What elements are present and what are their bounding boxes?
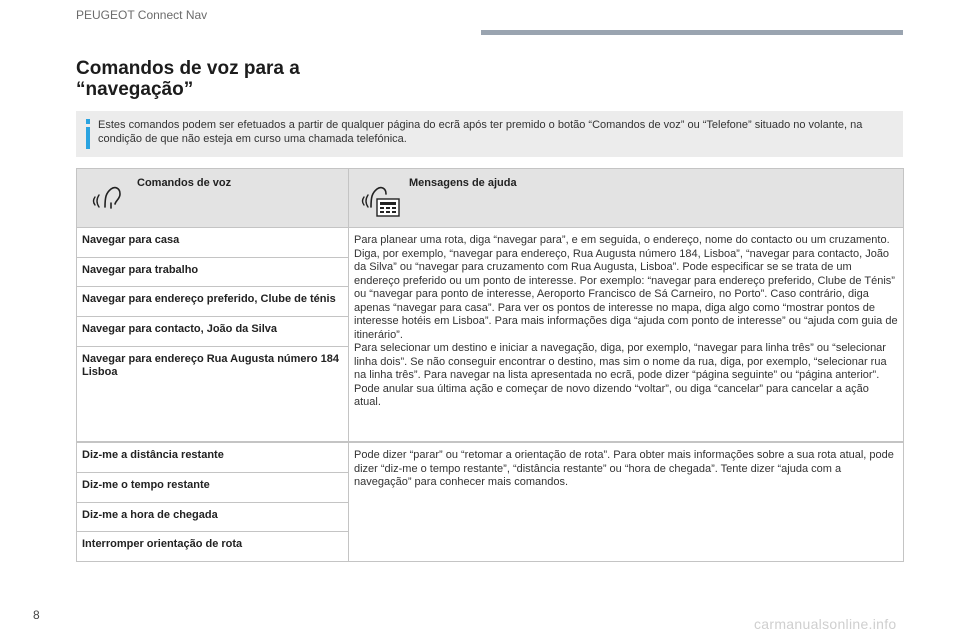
header-help-label: Mensagens de ajuda [409,177,517,189]
watermark: carmanualsonline.info [754,616,897,632]
voice-help-icon [361,177,403,222]
page-title-line-2: “navegação” [76,79,194,100]
command-cell: Navegar para contacto, João da Silva [77,317,349,347]
table-row [77,228,904,258]
info-box [76,111,903,157]
page-title-line-1: Comandos de voz para a [76,58,300,79]
command-cell: Diz-me a distância restante [77,442,349,472]
command-cell: Navegar para endereço Rua Augusta número 184 Lisboa [77,346,349,442]
table-header-row [77,169,904,228]
command-cell: Diz-me o tempo restante [77,472,349,502]
table-row [77,442,904,472]
header-bar [481,30,903,35]
header-brand: PEUGEOT Connect Nav [76,8,208,22]
header-commands-label: Comandos de voz [137,177,232,189]
page-title [76,58,300,100]
info-icon [86,119,90,149]
command-cell: Diz-me a hora de chegada [77,502,349,532]
command-cell: Navegar para casa [77,228,349,258]
command-cell: Interromper orientação de rota [77,532,349,562]
help-paragraph: Para planear uma rota, diga “navegar para”, e em seguida, o endereço, nome do contacto ou um cruzamento. Diga, por exemplo, “navegar para endereço, Rua Augusta número 184, Lisboa”, “navegar para contacto, João da Silva” ou “navegar para cruzamento com Rua Augusta, Lisboa”. Pode especificar se se trata de um endereço preferido ou um ponto de interesse. Por exemplo: “navegar para endereço preferido, Clube de Ténis” ou “navegar para ponto de interesse, Aeroporto Francisco de Sá Carneiro, no Porto”. Caso contrário, diga apenas “navegar para casa”. Para ver os pontos de interesse no mapa, diga algo como “mostrar pontos de interesse hotéis em Lisboa”. Para mais informações diga “ajuda com ponto de interesse” ou “ajuda com guia de itinerário”. [354,234,898,341]
header-commands [77,169,349,228]
voice-command-icon [89,177,125,216]
page-number: 8 [33,608,40,622]
info-text: Estes comandos podem ser efetuados a partir de qualquer página do ecrã após ter premido o botão “Comandos de voz” ou “Telefone” situado no volante, na condição de que não esteja em curso uma chamada telefónica. [98,119,863,145]
command-cell: Navegar para endereço preferido, Clube de ténis [77,287,349,317]
help-cell-navigation [349,228,904,443]
help-cell-route: Pode dizer “parar” ou “retomar a orientação de rota”. Para obter mais informações sobre a sua rota atual, pode dizer “diz-me o tempo restante”, “distância restante” ou “hora de chegada”. Tente dizer “ajuda com a navegação” para conhecer mais comandos. [349,442,904,561]
header-help [349,169,904,228]
voice-commands-table [76,168,904,562]
help-paragraph: Para selecionar um destino e iniciar a navegação, diga, por exemplo, “navegar para linha três” ou “selecionar linha dois”. Se não conseguir encontrar o destino, mas sim o nome da rua, diga, por exemplo, “selecionar rua na linha três”. Para navegar na lista apresentada no ecrã, pode dizer “página seguinte” ou “página anterior”. Pode anular sua última ação e começar de novo dizendo “voltar”, ou diga “cancelar” para cancelar a ação atual. [354,342,887,408]
command-cell: Navegar para trabalho [77,257,349,287]
